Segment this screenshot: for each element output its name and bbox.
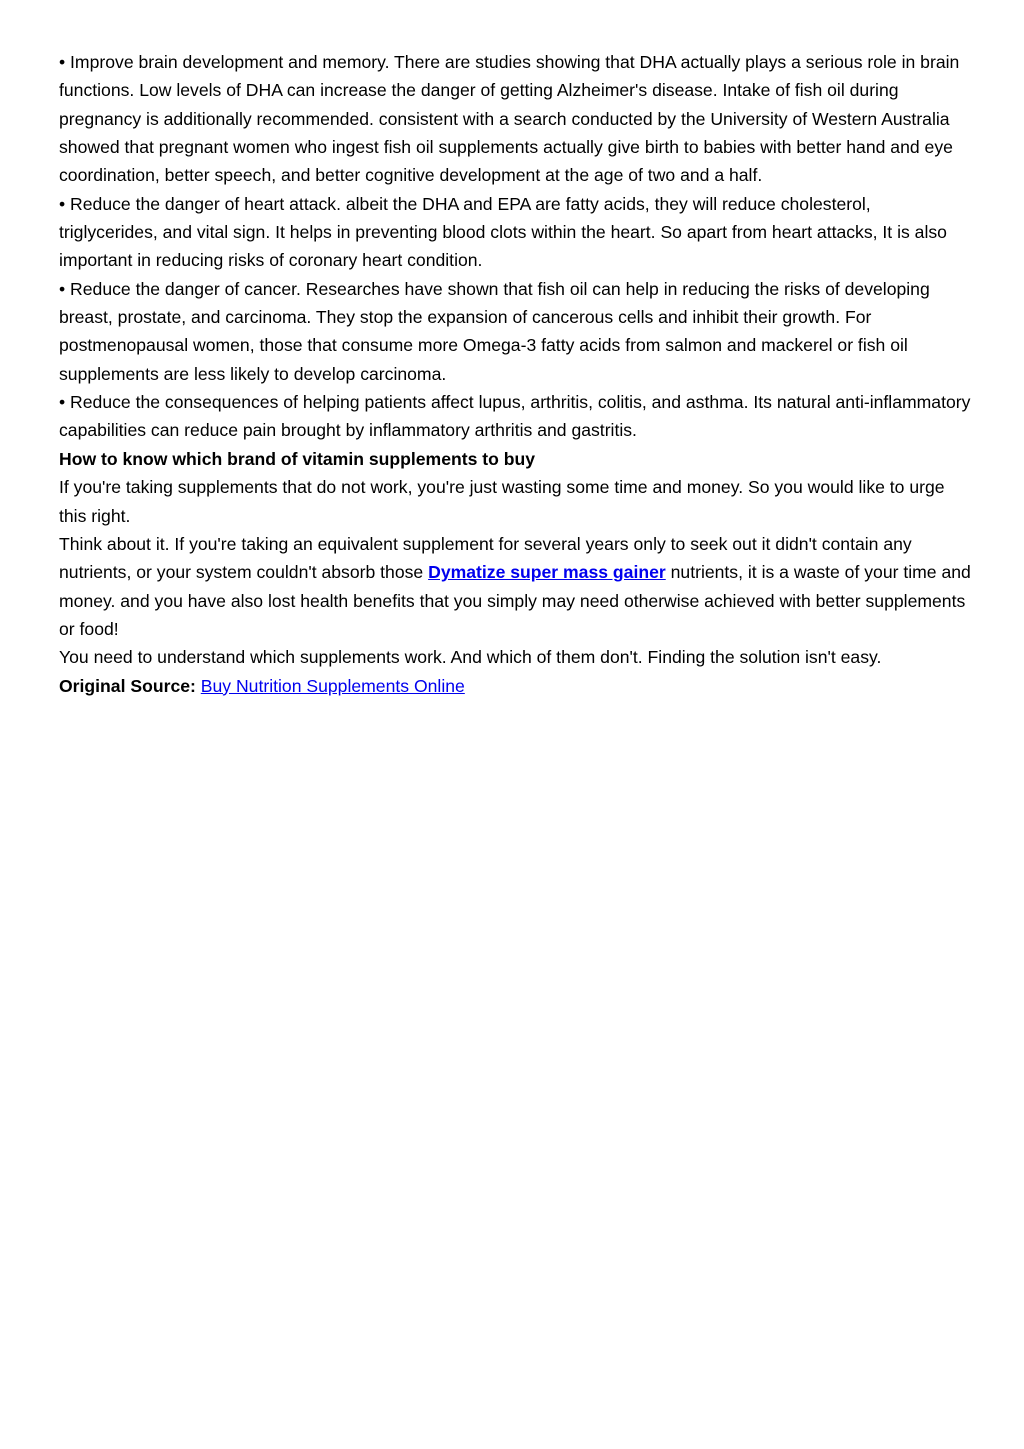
original-source-line — [59, 672, 971, 700]
document-body — [59, 48, 971, 700]
dymatize-link[interactable]: Dymatize super mass gainer — [428, 562, 666, 583]
original-source-label: Original Source: — [59, 675, 196, 696]
buy-nutrition-supplements-link[interactable]: Buy Nutrition Supplements Online — [200, 675, 465, 696]
bullet-inflammation: • Reduce the consequences of helping patients affect lupus, arthritis, colitis, and asthma. Its natural anti-inflammatory capabilities can reduce pain brought by inflammatory arthritis and gastritis. — [59, 392, 971, 441]
section-heading: How to know which brand of vitamin supplements to buy — [59, 448, 536, 469]
bullet-heart-attack: • Reduce the danger of heart attack. albeit the DHA and EPA are fatty acids, they will reduce cholesterol, triglycerides, and vital sign. It helps in preventing blood clots within the heart. So apart from heart attacks, It is also important in reducing risks of coronary heart condition. — [59, 193, 947, 271]
paragraph-understand-supplements: You need to understand which supplements work. And which of them don't. Finding the solution isn't easy. — [59, 647, 882, 668]
paragraph-text-before-link: Think about it. If you're taking an equivalent supplement for several years only to seek out it didn't contain any nutrients, or your system couldn't absorb those — [59, 533, 912, 583]
bullet-brain-development: • Improve brain development and memory. There are studies showing that DHA actually plays a serious role in brain functions. Low levels of DHA can increase the danger of getting Alzheimer's disease. Intake of fish oil during pregnancy is additionally recommended. consistent with a search conducted by the University of Western Australia showed that pregnant women who ingest fish oil supplements actually give birth to babies with better hand and eye coordination, better speech, and better cognitive development at the age of two and a half. — [59, 52, 960, 186]
bullet-cancer: • Reduce the danger of cancer. Researches have shown that fish oil can help in reducing the risks of developing breast, prostate, and carcinoma. They stop the expansion of cancerous cells and inhibit their growth. For postmenopausal women, those that consume more Omega-3 fatty acids from salmon and mackerel or fish oil supplements are less likely to develop carcinoma. — [59, 278, 930, 384]
paragraph-wasting-money: If you're taking supplements that do not work, you're just wasting some time and money. So you would like to urge this right. — [59, 477, 945, 526]
paragraph-text-after-link: nutrients, it is a waste of your time and money. and you have also lost health benefits that you simply may need otherwise achieved with better supplements or food! — [59, 562, 971, 639]
paragraph-think-about-it — [59, 530, 971, 643]
